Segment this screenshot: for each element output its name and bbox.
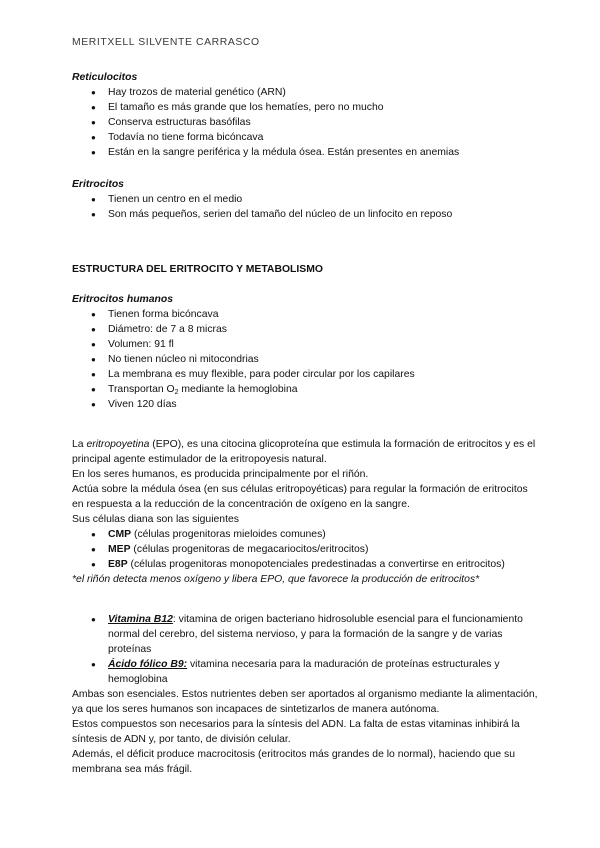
list-item: [72, 612, 542, 657]
epo-paragraph: Sus células diana son las siguientes: [72, 514, 239, 525]
list-item: ● Tienen un centro en el medio: [72, 192, 542, 207]
cell-desc: (células progenitoras monopotenciales predestinadas a convertirse en eritrocitos): [127, 559, 505, 570]
list-item: ● Están en la sangre periférica y la médula ósea. Están presentes en anemias: [72, 145, 542, 160]
document-body: [72, 70, 542, 777]
epo-intro: [72, 437, 542, 467]
cell-desc: (células progenitoras mieloides comunes): [131, 529, 326, 540]
transport-text: Transportan O: [108, 384, 175, 395]
vitamin-desc: vitamina necesaria para la maduración de proteínas estructurales y hemoglobina: [108, 659, 500, 685]
text: La: [72, 439, 87, 450]
epo-note: *el riñón detecta menos oxígeno y libera EPO, que favorece la producción de eritrocitos*: [72, 574, 480, 585]
list-item: ● El tamaño es más grande que los hematíes, pero no mucho: [72, 100, 542, 115]
subscript: 2: [174, 389, 179, 396]
list-item: ● Tienen forma bicóncava: [72, 307, 542, 322]
list-item: [72, 542, 542, 557]
vitamin-name: Vitamina B12: [108, 614, 173, 625]
eritrocitos-humanos-list: [72, 307, 542, 412]
section-title: ESTRUCTURA DEL ERITROCITO Y METABOLISMO: [72, 264, 323, 275]
list-item: [72, 657, 542, 687]
list-item: ● Conserva estructuras basófilas: [72, 115, 542, 130]
list-item: [72, 557, 542, 572]
list-item: ● Diámetro: de 7 a 8 micras: [72, 322, 542, 337]
closing-paragraph: Estos compuestos son necesarios para la síntesis del ADN. La falta de estas vitaminas inhibirá la síntesis de ADN y, por tanto, de división celular.: [72, 719, 520, 745]
cell-desc: (células progenitoras de megacariocitos/eritrocitos): [130, 544, 369, 555]
list-item: ● La membrana es muy flexible, para poder circular por los capilares: [72, 367, 542, 382]
list-item: ● Volumen: 91 fl: [72, 337, 542, 352]
list-item: [72, 527, 542, 542]
vitamins-list: [72, 612, 542, 687]
transport-text-end: mediante la hemoglobina: [178, 384, 298, 395]
eritrocitos-list: [72, 192, 542, 222]
cell-abbr: MEP: [108, 544, 131, 555]
text: (EPO), es una citocina glicoproteína que estimula la formación de eritrocitos y es el principal agente estimulador de la eritropoyesis natural.: [72, 439, 536, 465]
list-item: ● Todavía no tiene forma bicóncava: [72, 130, 542, 145]
list-item: [72, 382, 542, 397]
closing-paragraph: Además, el déficit produce macrocitosis (eritrocitos más grandes de lo normal), haciendo que su membrana sea más frágil.: [72, 749, 515, 775]
reticulocitos-heading: Reticulocitos: [72, 72, 138, 83]
vitamin-desc: : vitamina de origen bacteriano hidrosoluble esencial para el funcionamiento normal del cerebro, del sistema nervioso, y para la formación de la sangre y de varias proteínas: [108, 614, 523, 655]
cell-abbr: CMP: [108, 529, 132, 540]
list-item: ● Viven 120 días: [72, 397, 542, 412]
epo-term: eritropoyetina: [86, 439, 150, 450]
author-header: MERITXELL SILVENTE CARRASCO: [72, 37, 260, 48]
eritrocitos-humanos-heading: Eritrocitos humanos: [72, 294, 174, 305]
list-item: ● No tienen núcleo ni mitocondrias: [72, 352, 542, 367]
closing-paragraph: Ambas son esenciales. Estos nutrientes deben ser aportados al organismo mediante la alimentación, ya que los seres humanos son incapaces de sintetizarlos de manera autónoma.: [72, 689, 538, 715]
epo-paragraph: Actúa sobre la médula ósea (en sus células eritropoyéticas) para regular la formación de eritrocitos en respuesta a la reducción de la concentración de oxígeno en la sangre.: [72, 484, 528, 510]
reticulocitos-list: [72, 85, 542, 160]
epo-paragraph: En los seres humanos, es producida principalmente por el riñón.: [72, 469, 369, 480]
eritrocitos-heading: Eritrocitos: [72, 179, 124, 190]
cell-abbr: E8P: [108, 559, 128, 570]
vitamin-name: Ácido fólico B9:: [108, 659, 188, 670]
list-item: ● Hay trozos de material genético (ARN): [72, 85, 542, 100]
list-item: ● Son más pequeños, serien del tamaño del núcleo de un linfocito en reposo: [72, 207, 542, 222]
target-cells-list: [72, 527, 542, 572]
